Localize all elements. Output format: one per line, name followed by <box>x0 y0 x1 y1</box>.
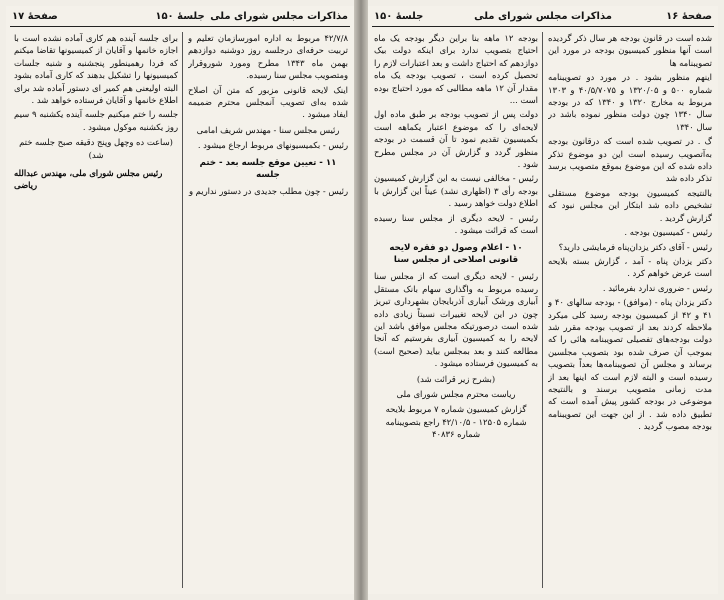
section-heading: ۱۰ - اعلام وصول دو فقره لایحه قانونی اصلاحی از مجلس سنا <box>389 242 523 265</box>
paragraph: رئیس - بکمیسیونهای مربوط ارجاع میشود . <box>197 140 348 151</box>
paragraph: شده است در قانون بودجه هر سال ذکر گردیده است آنها منظور کمیسیون بودجه در مورد این تصویبنامه ها <box>548 33 712 68</box>
paragraph: دکتر یزدان پناه - آمد ، گزارش بسته بلایحه است عرض خواهم کرد . <box>548 255 712 279</box>
paragraph: رئیس - چون مطلب جدیدی در دستور نداریم و <box>188 186 348 197</box>
paragraph: رئیس - کمیسیون بودجه . <box>624 227 712 238</box>
page-header <box>10 10 350 27</box>
paragraph: (بشرح زیر قرائت شد) <box>416 373 496 384</box>
paragraph: رئیس - ضروری ندارد بفرمائید . <box>602 282 712 293</box>
session-number: جلسهٔ ۱۵۰ <box>155 11 205 22</box>
column-left <box>14 32 178 590</box>
column-divider <box>182 32 183 588</box>
paragraph: رئیس - لایحه دیگری از مجلس سنا رسیده است که قرائت میشود . <box>374 212 538 236</box>
paragraph: دکتر یزدان پناه - (موافق) - بودجه سالهای ۴۰ و ۴۱ و ۴۲ از کمیسیون بودجه رسید کلی میکرد ملاحظه کردند بعد از تصویب بودجه مقرر شد دولت بودجه‌های تفصیلی تصویبنامه هائی را که بموجب آن صرف شده بود بتصویب مجلسین برساند و مجلس آن تصویبنامه‌ها بعداً بتصویب رسیده است و البته لازم است که اینها بعد از مدت زمانی متصویب برسند و بالنتیجه موضوعی در بودجه کشور پیش آمده است که تطبیق داده شد . از این جهت این تصویبنامه بودجه مصوب گردید . <box>548 297 712 432</box>
paragraph: رئیس - مخالفی نیست به این گزارش کمیسیون بودجه رأی ۳ (اظهاری نشد) عیناً این گزارش با اطلاع دولت خواهد رسید . <box>374 173 538 209</box>
paragraph: رئیس - آقای دکتر یزدان‌پناه فرمایشی دارید؟ <box>558 241 712 252</box>
column-left <box>374 32 538 590</box>
journal-title: مذاکرات مجلس شورای ملی <box>474 11 612 22</box>
paragraph: گزارش کمیسیون شماره ۷ مربوط بلایحه شماره ۱۲۵۰۵ - ۴۲/۱۰/۵ راجع بتصویبنامه شماره ۴۰۸۳۶ <box>385 404 527 440</box>
paragraph: ریاست محترم مجلس شورای ملی <box>396 388 516 399</box>
page-16 <box>368 6 718 594</box>
column-right <box>548 32 712 590</box>
paragraph: اینهم منظور بشود . در مورد دو تصویبنامه شماره ۵۰۰ و ۱۳۲۰/۰۵ و ۴۰/۵/۷۰۷۵ و ۱۳۰۳ مربوط به مخارج ۱۳۲۰ و ۱۳۴۰ که در بودجه سال ۱۳۴۰ چون دولت منظور نموده باشد در سال ۱۳۴۰ <box>548 72 712 132</box>
paragraph: اینک لایحه قانونی مزبور که متن آن اصلاح شده به‌ای تصویب آنمجلس محترم ضمیمه ایفاد میشود . <box>188 84 348 120</box>
page-17 <box>6 6 354 594</box>
book-gutter <box>354 0 368 600</box>
paragraph: دولت پس از تصویب بودجه بر طبق ماده اول لایحه‌ای را که موضوع اعتبار یکماهه است بکمیسیون تقدیم نمود تا آن قسمت در بودجه منظور گردد و گزارش آن در مجلس مطرح شود . <box>374 109 538 170</box>
section-heading: ۱۱ - تعیین موقع جلسه بعد - ختم جلسه <box>199 157 337 181</box>
page-number: صفحهٔ ۱۶ <box>666 11 712 22</box>
column-right <box>188 32 348 590</box>
column-divider <box>542 32 543 588</box>
paragraph: رئیس مجلس سنا - مهندس شریف امامی <box>196 124 340 135</box>
page-number: صفحهٔ ۱۷ <box>12 11 58 22</box>
session-number: جلسهٔ ۱۵۰ <box>374 11 424 22</box>
paragraph: بودجه ۱۲ ماهه بنا براین دیگر بودجه یک ماه احتیاج بتصویب ندارد برای اینکه دولت بیک دوازدهم که احتیاج داشت و بعد اعتبارات لازم را تحصیل کرده است ، تصویب بودجه یک ماه مقدار آن ۱۲ ماهه مطالبی که مورد احتیاج بوده است ... <box>374 33 538 106</box>
page-header <box>372 10 714 27</box>
paragraph: رئیس - لایحه دیگری است که از مجلس سنا رسیده مربوط به واگذاری سهام بانک مستقل آبیاری ورشک آبیاری آذربایجان بشهرداری تبریز چون در این لایحه تغییرات نسبتاً زیادی داده شده است درصورتیکه مجلس موافق باشد این لایحه را به کمیسیون آبیاری بفرستیم که آنجا مطالعه کنند و بعد بمجلس بیاید (صحیح است) به کمیسیون فرستاده میشود . <box>374 271 538 369</box>
paragraph: ۴۲/۷/۸ مربوط به اداره امورسازمان تعلیم و تربیت حرفه‌ای درجلسه روز دوشنبه دوازدهم بهمن ماه ۱۳۴۳ مطرح ومورد شوروقرار ومتصویب مجلس سنا رسیده. <box>188 33 348 81</box>
paragraph: بالنتیجه کمیسیون بودجه موضوع مستقلی تشخیص داده شد ابتکار این مجلس نبود که گزارش گردید . <box>548 187 712 223</box>
paragraph: جلسه را ختم میکنیم جلسه آینده یکشنبه ۹ سیم روز یکشنبه موکول میشود . <box>14 109 178 132</box>
paragraph: (ساعت ده وچهل وپنج دقیقه صبح جلسه ختم شد) <box>19 137 173 160</box>
journal-title: مذاکرات مجلس شورای ملی <box>210 11 348 22</box>
paragraph: گ . در تصویب شده است که درقانون بودجه به‌آتصویب رسیده است این دو موضوع تذکر داده شده که این موضوع بموقع متصویب برسد تذکر داده شد <box>548 136 712 184</box>
paragraph: برای جلسه آینده هم کاری آماده نشده است با اجازه خانمها و آقایان از کمیسیونها تقاضا میکنم که فردا رهمینطور پنجشنبه و شنبه جلسات کمیسیونها را تشکیل بدهند که کاری آماده بشود البته اولیعنی هم کمیر ای دستور آماده شد برای اطلاع خانمها و آقایان فرستاده خواهد شد . <box>14 33 178 106</box>
signature: رئیس مجلس شورای ملی، مهندس عبدالله ریاضی <box>14 168 163 191</box>
